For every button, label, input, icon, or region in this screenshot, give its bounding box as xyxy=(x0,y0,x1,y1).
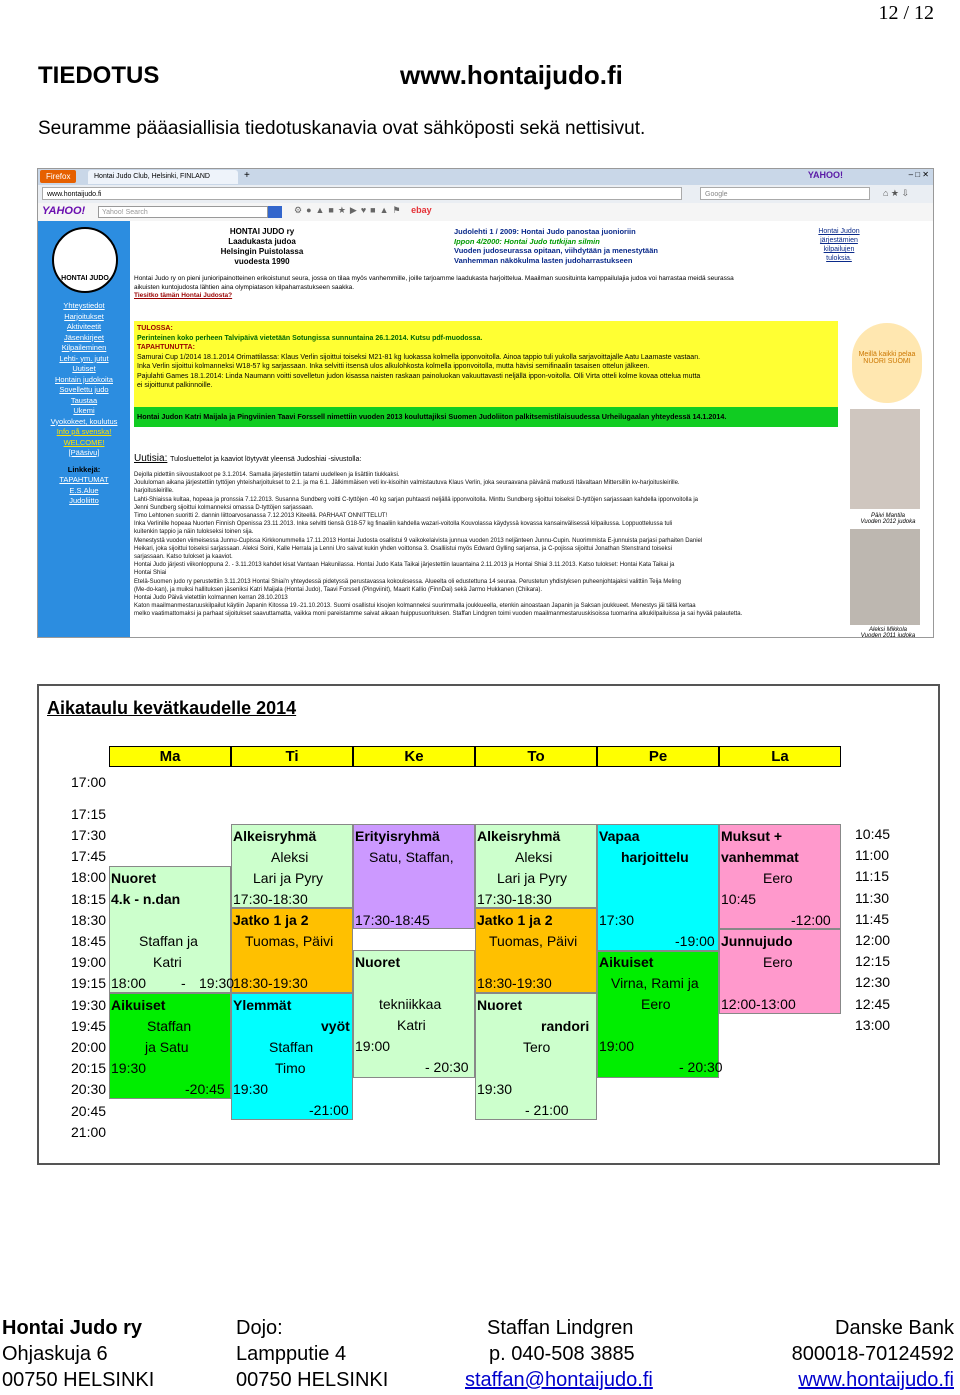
footer-text: Dojo: xyxy=(236,1317,283,1339)
session-text: Eero xyxy=(641,996,671,1012)
news-item: Katon maailmanmestaruuskilpailut käytiin Japanin Kitossa 19.-21.10.2013. Suomi osallistui kisojen kolmanneksi suurimmalla joukkueella, etenkin ainoastaan Japanin ja Saksan joukkueet. Menestys jäi tällä kertaa xyxy=(134,603,696,610)
time-label: 17:45 xyxy=(71,848,107,865)
news-item: Hontai Judo järjesti viikonloppuna 2. - 3.11.2013 kahdet kisat Vantaan Hakunilassa. Hontai Judo Kata Taikai järjestettiin lauantaina 2.11.2013 ja Hontai Shiai 3.11.2013. Katso tulokset: Hontai Kata Taikai ja xyxy=(134,562,675,569)
time-label: 19:00 xyxy=(71,954,107,971)
day-header-ti: Ti xyxy=(231,746,353,767)
time-label: 11:00 xyxy=(855,847,889,864)
news-item: Dejolla pidettiin siivoustalkoot pe 3.1.2014. Samalla järjestettiin tatami uudelleen ja lisättiin tiukkaksi. xyxy=(134,472,400,478)
time-label: 11:45 xyxy=(855,910,889,927)
event-line: Inka Verlin sijoittui kolmanneksi W18-57 kg sarjassaan. Inka selvitti itsensä ulos alkulohkosta kolmella ipponvoitolla, mutta hävisi semifinaalin tasaisen ottelun jälkeen. xyxy=(137,363,650,370)
results-line[interactable]: Perinteinen koko perheen Talvipäivä vietetään Sotungissa sunnuntaina 26.1.2014. Kutsu pdf-muodossa. xyxy=(137,334,483,342)
session-text: Alkeisryhmä xyxy=(477,828,561,844)
session-text: Staffan xyxy=(269,1039,314,1055)
session-text: 19:30 xyxy=(199,975,235,991)
session-text: - 20:30 xyxy=(425,1059,469,1075)
search-icon[interactable] xyxy=(268,206,282,218)
news-item: Heikari, joka sijoittui toiseksi sarjassaan. Aleksi Soini, Kalle Herrala ja Lenni Uro saivat kukin yhden voittonsa 3. Osalliistui myös Edward Gylling sarjansa, ja C-pojissa sijoittui Jonathan Stenstrand toiseksi xyxy=(134,545,672,552)
header-url: www.hontaijudo.fi xyxy=(400,60,623,90)
footer-text: Ohjaskuja 6 xyxy=(2,1343,108,1365)
right-column xyxy=(848,321,930,637)
session-text: - xyxy=(181,975,186,991)
caption-line: Päivi Mantila xyxy=(870,513,905,519)
award-banner: Hontai Judon Katri Maijala ja Pingviinien Taavi Forssell nimettiin vuoden 2013 kouluttajiksi Suomen Judoliiton palkitsemistilaisuudessa Urheilugaalan yhteydessä 14.1.2014. xyxy=(134,407,838,427)
sidebar-nav-item[interactable]: Ukemi xyxy=(73,406,95,415)
footer-text: Staffan Lindgren xyxy=(487,1317,634,1339)
club-line: Laadukasta judoa xyxy=(228,237,296,246)
sidebar-nav-item[interactable]: Info på svenska! xyxy=(56,427,112,436)
home-icon[interactable]: ⌂ ★ ⇩ xyxy=(883,188,910,198)
news-item: Lahti-Shiaissa kultaa, hopeaa ja pronssia 7.12.2013. Susanna Sundberg voitti C-tyttöjen -40 kg sarjan puhtaasti neljällä ipponvoitolla. Minttu Sundberg sijoittui toiseksi D-tyttöjen sarjassaan kahdella ipponvoitolla ja xyxy=(134,496,699,503)
session-text: Eero xyxy=(763,870,793,886)
caption-line: Vuoden 2011 judoka xyxy=(860,633,916,638)
time-label: 20:30 xyxy=(71,1081,107,1098)
caption-line: Aleksi Mikkola xyxy=(868,627,907,633)
club-line: vuodesta 1990 xyxy=(234,257,290,266)
session-text: vyöt xyxy=(321,1018,350,1034)
judoka-photo xyxy=(850,529,920,625)
browser-tab[interactable]: Hontai Judo Club, Helsinki, FINLAND xyxy=(88,170,238,184)
sidebar-nav-item[interactable]: [Pääsivu] xyxy=(68,448,100,457)
session-text: vanhemmat xyxy=(721,849,799,865)
sidebar-nav-item[interactable]: Uutiset xyxy=(72,364,96,373)
results-link-line[interactable]: kilpailujen xyxy=(823,246,855,253)
events-list xyxy=(137,353,835,391)
session-text: Satu, Staffan, xyxy=(369,849,454,865)
day-header-ma: Ma xyxy=(109,746,231,767)
time-label: 12:00 xyxy=(855,932,891,948)
event-line: ei sijoittunut palkinnoille. xyxy=(137,382,213,389)
session-text: - 21:00 xyxy=(525,1102,569,1118)
event-line: Samurai Cup 1/2014 18.1.2014 Orimattilassa: Klaus Verlin sijoittui toiseksi M21-81 kg luokassa kolmella ipponvoitolla. Ainoa tappio tuli yukolla sarjavoittajalle Aatu Laamaste vastaan. xyxy=(137,353,701,361)
session-text: -21:00 xyxy=(309,1102,349,1118)
footer-text: 00750 HELSINKI xyxy=(236,1369,389,1391)
session-text: 19:30 xyxy=(111,1060,147,1076)
club-logo: HONTAI JUDO xyxy=(52,227,118,293)
time-label: 18:45 xyxy=(71,933,107,949)
caption-line: Vuoden 2012 judoka xyxy=(860,519,916,525)
footer-text: 00750 HELSINKI xyxy=(2,1369,155,1391)
session-text: randori xyxy=(541,1018,590,1034)
sidebar-nav-item[interactable]: Jäsenkirjeet xyxy=(63,332,105,342)
session-text: Jatko 1 ja 2 xyxy=(233,912,309,928)
session-text: 17:30 xyxy=(599,912,635,928)
session-text: Lari ja Pyry xyxy=(253,870,324,886)
sidebar-nav-item[interactable]: WELCOME! xyxy=(63,437,105,447)
navigation-bar xyxy=(38,185,933,204)
tab-bar xyxy=(38,169,933,185)
news-item: Timo Lehtonen suoritti 2. dannin liittoarvosanassa 7.12.2013 Kiteellä. PARHAAT ONNITTELUT! xyxy=(134,513,388,520)
sidebar-nav-item[interactable]: Harjoitukset xyxy=(64,311,104,321)
press-links xyxy=(454,227,658,265)
footer-link[interactable]: staffan@hontaijudo.fi xyxy=(465,1369,653,1391)
window-controls[interactable]: – □ ✕ xyxy=(908,170,929,179)
day-header-to: To xyxy=(475,746,597,767)
site-body xyxy=(38,221,933,637)
footer-text: Hontai Judo ry xyxy=(2,1317,143,1339)
session-text: tekniikkaa xyxy=(379,996,442,1012)
time-label: 13:00 xyxy=(855,1016,891,1033)
club-line: HONTAI JUDO ry xyxy=(229,227,295,236)
sidebar-link[interactable]: Judoliitto xyxy=(69,496,99,505)
session-text: 19:00 xyxy=(355,1038,391,1054)
sidebar-nav-item[interactable]: Taustaa xyxy=(70,395,98,405)
sidebar-nav-item[interactable]: Aktiviteetit xyxy=(66,322,102,331)
session-text: 19:30 xyxy=(233,1081,269,1097)
session-text: 10:45 xyxy=(721,891,757,907)
photo-caption xyxy=(848,513,928,525)
news-item: Hontai Judo Päivä vietettiin kolmannen kerran 28.10.2013 xyxy=(134,595,288,602)
news-item: kuitenkin tappio ja näin tulokseksi toinen sija. xyxy=(134,529,254,536)
time-label: 19:30 xyxy=(71,996,107,1013)
time-label: 11:15 xyxy=(855,868,889,885)
session-text: Alkeisryhmä xyxy=(233,828,317,844)
results-link[interactable] xyxy=(804,227,874,263)
day-header-pe: Pe xyxy=(597,746,719,767)
yahoo-toolbar-logo: YAHOO! xyxy=(42,205,86,217)
site-header xyxy=(134,225,924,265)
url-bar[interactable]: www.hontaijudo.fi xyxy=(42,187,682,200)
news-list xyxy=(134,471,840,619)
news-item: Jenni Sundberg sijoittui kolmanneksi omassa D-tyttöjen sarjassaan. xyxy=(134,504,314,511)
news-item: melko vaatimattomaksi ja parhaat sijoitukset saavuttamatta, vaikka moni pareistamme saivat aikaan huippusuorituksen. Staffan Lindgren toimi vuoden maailmanmestaruuskisoissa tuomarina alkukilpailuissa ja sai hyvää palautetta. xyxy=(134,611,743,618)
sidebar-nav xyxy=(42,301,126,507)
session-text: Ylemmät xyxy=(233,997,292,1013)
news-item: Hontai Shiai xyxy=(134,570,167,577)
footer-text: 800018-70124592 xyxy=(791,1343,954,1365)
session-text: Katri xyxy=(153,954,182,970)
session-text: Erityisryhmä xyxy=(355,828,440,844)
club-intro xyxy=(212,227,312,267)
session-text: Tuomas, Päivi xyxy=(245,933,334,949)
yahoo-logo: YAHOO! xyxy=(807,170,843,180)
session-text: 17:30-18:30 xyxy=(233,891,308,907)
footer-link[interactable]: www.hontaijudo.fi xyxy=(798,1369,954,1391)
time-label: 20:15 xyxy=(71,1060,107,1077)
results-heading: TULOSSA: xyxy=(137,325,173,332)
day-header-ke: Ke xyxy=(353,746,475,767)
timetable xyxy=(37,684,940,1165)
session-text: 4.k - n.dan xyxy=(111,891,181,907)
judoka-photo xyxy=(850,409,920,509)
press-link[interactable]: Vanhemman näkökulma lasten judoharrastukseen xyxy=(454,255,633,265)
session-text: Katri xyxy=(397,1017,426,1033)
sidebar-link[interactable]: E.S.Alue xyxy=(69,485,99,495)
time-label: 18:00 xyxy=(71,869,107,886)
session-text: 18:30-19:30 xyxy=(477,975,552,991)
results-link-line[interactable]: Hontai Judon xyxy=(818,228,860,235)
news-item: Menestystä vuoden viimeisessa Junnu-Cupissa Kirkkonummella 17.11.2013 Hontai Judosta osallistui 9 vaikokelaivista junnua vuoden 2013 neljänteen Junnu-Cupin. Nuorimmista E-junnuista parjasi parhaiten Daniel xyxy=(134,537,703,544)
footer-text: Lampputie 4 xyxy=(236,1343,347,1365)
session-text: -19:00 xyxy=(675,933,715,949)
session-text: Tero xyxy=(523,1039,551,1055)
news-item: sarjassaan. Katso tulokset ja kaaviot. xyxy=(134,554,233,561)
sidebar-nav-item[interactable]: Vyokokeet, koulutus xyxy=(50,416,118,426)
session-text: Virna, Rami ja xyxy=(611,975,699,991)
photo-caption xyxy=(848,627,928,638)
footer-text: Danske Bank xyxy=(835,1317,954,1339)
session-text: harjoittelu xyxy=(621,849,689,865)
session-text: Jatko 1 ja 2 xyxy=(477,912,553,928)
new-tab-button[interactable]: + xyxy=(244,170,250,181)
results-link-line[interactable]: tuloksia. xyxy=(826,255,852,262)
time-label: 18:30 xyxy=(71,911,107,928)
session-text: Nuoret xyxy=(111,870,157,886)
news-item: Etelä-Suomen judo ry perustettiin 3.11.2013 Hontai Shiai'n yhteydessä pidetyssä perustavassa kokouksessa. Alueelta oli edustettuna 14 seuraa. Perustetun yhdistyksen puheenjohtajaksi valittiin Teija Meling xyxy=(134,578,681,585)
session-text: - 20:30 xyxy=(679,1059,723,1075)
sidebar-nav-item[interactable]: Kilpaileminen xyxy=(61,343,107,352)
time-label: 19:15 xyxy=(71,975,107,992)
footer-text: p. 040-508 3885 xyxy=(489,1343,635,1365)
yahoo-search-input[interactable]: Yahoo! Search xyxy=(98,206,268,218)
time-label: 20:45 xyxy=(71,1102,107,1119)
session-text: Aleksi xyxy=(271,849,309,865)
session-text: 12:00-13:00 xyxy=(721,996,796,1012)
nuori-suomi-badge: Meillä kaikki pelaa NUORI SUOMI xyxy=(852,323,922,403)
links-heading: Linkkejä: xyxy=(67,464,101,474)
session-text: 18:30-19:30 xyxy=(233,975,308,991)
session-text: Tuomas, Päivi xyxy=(489,933,578,949)
time-label: 21:00 xyxy=(71,1123,107,1140)
session-text: ja Satu xyxy=(145,1039,189,1055)
sidebar-nav-item[interactable]: Hontain judokoita xyxy=(55,374,113,384)
time-label: 17:00 xyxy=(71,774,107,790)
session-text: 18:00 xyxy=(111,975,147,991)
site-sidebar xyxy=(38,221,130,637)
session-text: Aikuiset xyxy=(599,954,654,970)
intro-line: aikuisten kuntojudosta lähtien aina olympiatason kilpaharrastukseen saakka. xyxy=(134,283,355,291)
time-label: 19:45 xyxy=(71,1017,107,1034)
session-text: 17:30-18:30 xyxy=(477,891,552,907)
website-screenshot xyxy=(37,168,934,638)
sidebar-link[interactable]: TAPAHTUMAT xyxy=(59,475,109,484)
sidebar-nav-item[interactable]: Lehti- ym. jutut xyxy=(59,353,109,363)
news-item: harjoitusleirille. xyxy=(134,488,174,495)
session-text: Eero xyxy=(763,954,793,970)
press-link[interactable]: Vuoden judoseurassa opitaan, viihdytään ja menestytään xyxy=(454,246,658,255)
firefox-menu-button[interactable]: Firefox xyxy=(40,170,76,183)
day-header-la: La xyxy=(719,746,841,767)
event-line: Pajulahti Games 18.1.2014: Linda Naumann voitti sovelletun judon kisassa naisten raskaan painoluokan vakuuttavasti neljällä ippon-voitolla. Olli Virta otteli kolme kovaa ottelua mutta xyxy=(137,372,701,380)
session-text: Aikuiset xyxy=(111,997,166,1013)
time-label: 12:30 xyxy=(855,974,891,991)
news-item: Joululoman aikana järjestettiin tyttöjen yhteisharjoitukset to 2.1. ja ma 6.1. Jälkimmäisen veti kv-kisoihin valmistautuva Klaus Verlin, joka seuraavana päivänä matkusti Itävaltaan Mittersillin kv-harjoitusleirille. xyxy=(134,480,680,487)
page-title: TIEDOTUS xyxy=(38,62,160,89)
session-text: 19:00 xyxy=(599,1038,635,1054)
session-text: Junnujudo xyxy=(721,933,793,949)
press-link[interactable]: Ippon 4/2000: Hontai Judo tutkijan silmin xyxy=(454,236,600,246)
toolbar-icons[interactable]: ⚙●▲■★▶♥■▲⚑ ebay xyxy=(294,205,432,215)
intro-line[interactable]: Tiesitko tämän Hontai Judosta? xyxy=(134,292,233,299)
news-heading: Uutisia: Tulosluettelot ja kaaviot löytyvät yleensä Judoshiai -sivustolla: xyxy=(134,453,362,464)
time-label: 12:45 xyxy=(855,995,891,1012)
time-label: 18:15 xyxy=(71,890,107,907)
session-text: Muksut + xyxy=(721,828,783,844)
timetable-title: Aikataulu kevätkaudelle 2014 xyxy=(47,698,297,718)
session-text: Vapaa xyxy=(599,828,640,844)
press-link[interactable]: Judolehti 1 / 2009: Hontai Judo panostaa juonioriin xyxy=(454,227,636,236)
news-item: Inka Verlinille hopeaa Nuorten Finnish Openissa 23.11.2013. Inka selvitti tiensä G18-57 kg finaaliin kahdella wazari-voitolla Kouvolassa käydyssä kovassa kansainvälisessä kilpailussa. Loppuottelussa tuli xyxy=(134,521,673,528)
sidebar-nav-item[interactable]: Yhteystiedot xyxy=(63,301,105,310)
session-text: Aleksi xyxy=(515,849,553,865)
session-text: 19:30 xyxy=(477,1081,513,1097)
news-item: (Me-do-kan), ja muiksi hallituksen jäseniksi Katri Maijala (Hontai Judo), Taavi Forssell (Pingviinit), Maarit Kallio (FinnDai) sekä Jarmo Hukkanen (Chikara). xyxy=(134,586,543,593)
results-link-line[interactable]: järjestämien xyxy=(820,237,858,244)
club-line: Helsingin Puistolassa xyxy=(220,247,304,256)
time-label: 10:45 xyxy=(855,826,891,842)
intro-text: Seuramme pääasiallisia tiedotuskanavia ovat sähköposti sekä nettisivut. xyxy=(38,118,646,139)
session-text: Staffan ja xyxy=(139,933,198,949)
session-text: Nuoret xyxy=(355,954,401,970)
events-heading: TAPAHTUNUTTA: xyxy=(137,344,195,351)
site-intro-text xyxy=(134,275,834,301)
intro-line: Hontai Judo ry on pieni junioripainotteinen erikoistunut seura, jossa on tilaa myös vanhemmille, joille tarjoamme laadukasta harjoittelua. Maailman suosituinta kamppailulajia judoa voi harrastaa meidä seurassa xyxy=(134,275,734,282)
time-label: 17:15 xyxy=(71,805,107,822)
session-text: -12:00 xyxy=(791,912,831,928)
session-text: -20:45 xyxy=(185,1081,225,1097)
time-label: 17:30 xyxy=(71,827,107,843)
sidebar-nav-item[interactable]: Sovellettu judo xyxy=(59,385,109,394)
session-text: Staffan xyxy=(147,1018,192,1034)
time-label: 11:30 xyxy=(855,889,889,906)
session-text: Lari ja Pyry xyxy=(497,870,568,886)
page-number: 12 / 12 xyxy=(878,2,934,24)
session-text: Nuoret xyxy=(477,997,523,1013)
time-label: 20:00 xyxy=(71,1039,107,1055)
session-text: 17:30-18:45 xyxy=(355,912,430,928)
google-search-input[interactable]: Google xyxy=(700,187,870,200)
yahoo-toolbar xyxy=(38,203,933,222)
session-text: Timo xyxy=(275,1060,306,1076)
time-label: 12:15 xyxy=(855,953,891,970)
ebay-label[interactable]: ebay xyxy=(411,205,432,215)
